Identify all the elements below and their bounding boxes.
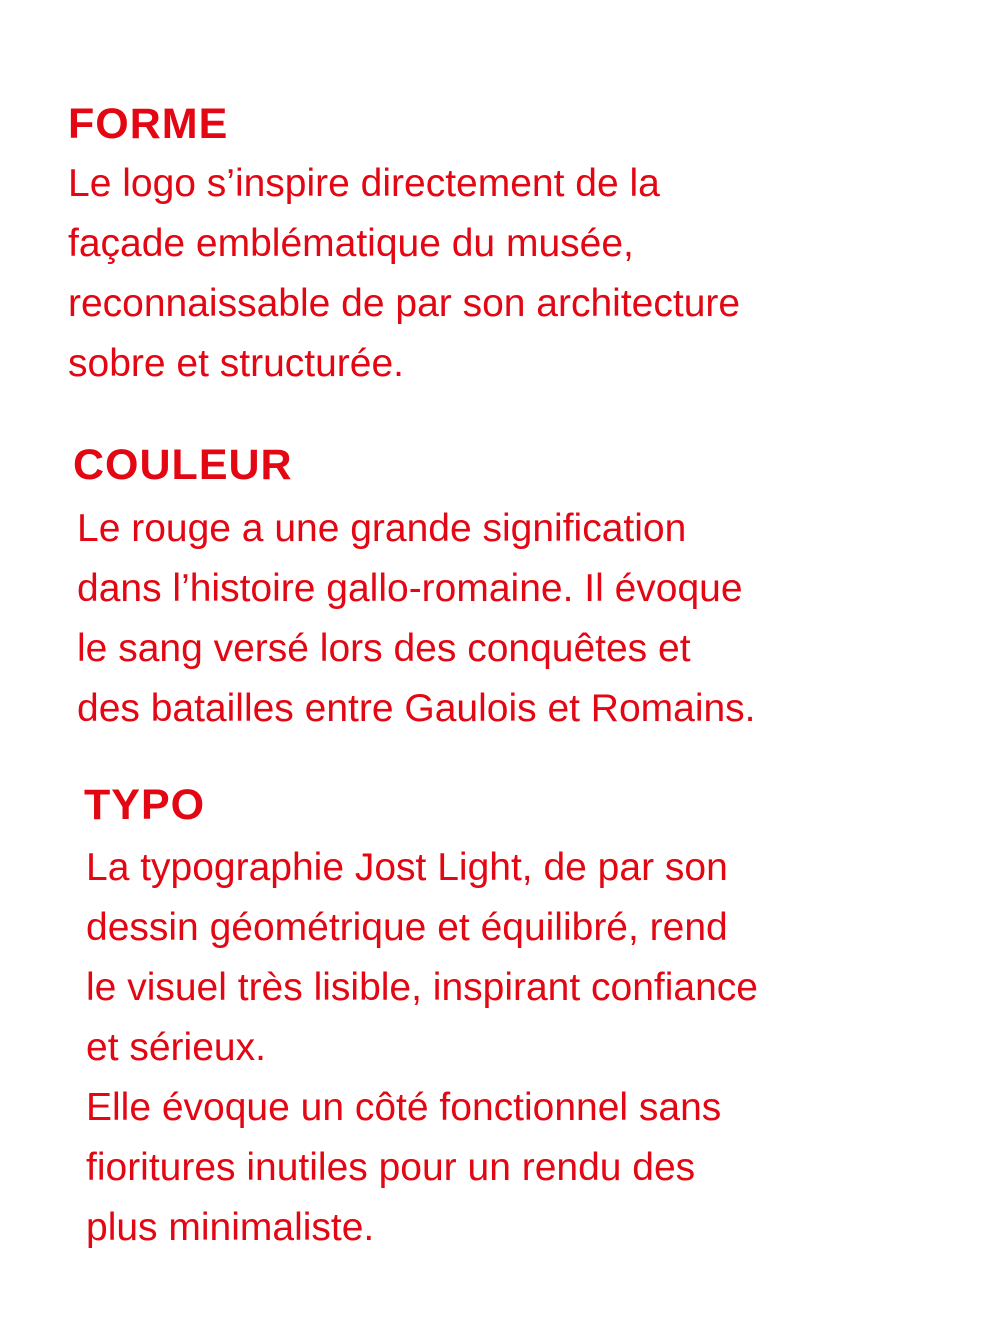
typo-line: fioritures inutiles pour un rendu des (86, 1146, 696, 1189)
couleur-line: dans l’histoire gallo-romaine. Il évoque (77, 567, 743, 610)
couleur-line: des batailles entre Gaulois et Romains. (77, 687, 756, 730)
typo-line: et sérieux. (86, 1026, 266, 1069)
forme-heading: FORME (68, 100, 229, 148)
forme-paragraph (68, 154, 740, 394)
couleur-line: Le rouge a une grande signification (77, 507, 687, 550)
couleur-line: le sang versé lors des conquêtes et (77, 627, 691, 670)
typo-line: La typographie Jost Light, de par son (86, 846, 728, 889)
forme-line: reconnaissable de par son architecture (68, 282, 741, 325)
typo-line: plus minimaliste. (86, 1206, 375, 1249)
typo-heading: TYPO (84, 781, 206, 829)
couleur-paragraph (77, 499, 756, 739)
forme-line: Le logo s’inspire directement de la (68, 162, 660, 205)
typo-line: dessin géométrique et équilibré, rend (86, 906, 728, 949)
forme-line: façade emblématique du musée, (68, 222, 634, 265)
typo-line: Elle évoque un côté fonctionnel sans (86, 1086, 722, 1129)
couleur-heading: COULEUR (73, 441, 293, 489)
typo-paragraph (86, 838, 758, 1258)
forme-line: sobre et structurée. (68, 342, 404, 385)
typo-line: le visuel très lisible, inspirant confiance (86, 966, 758, 1009)
